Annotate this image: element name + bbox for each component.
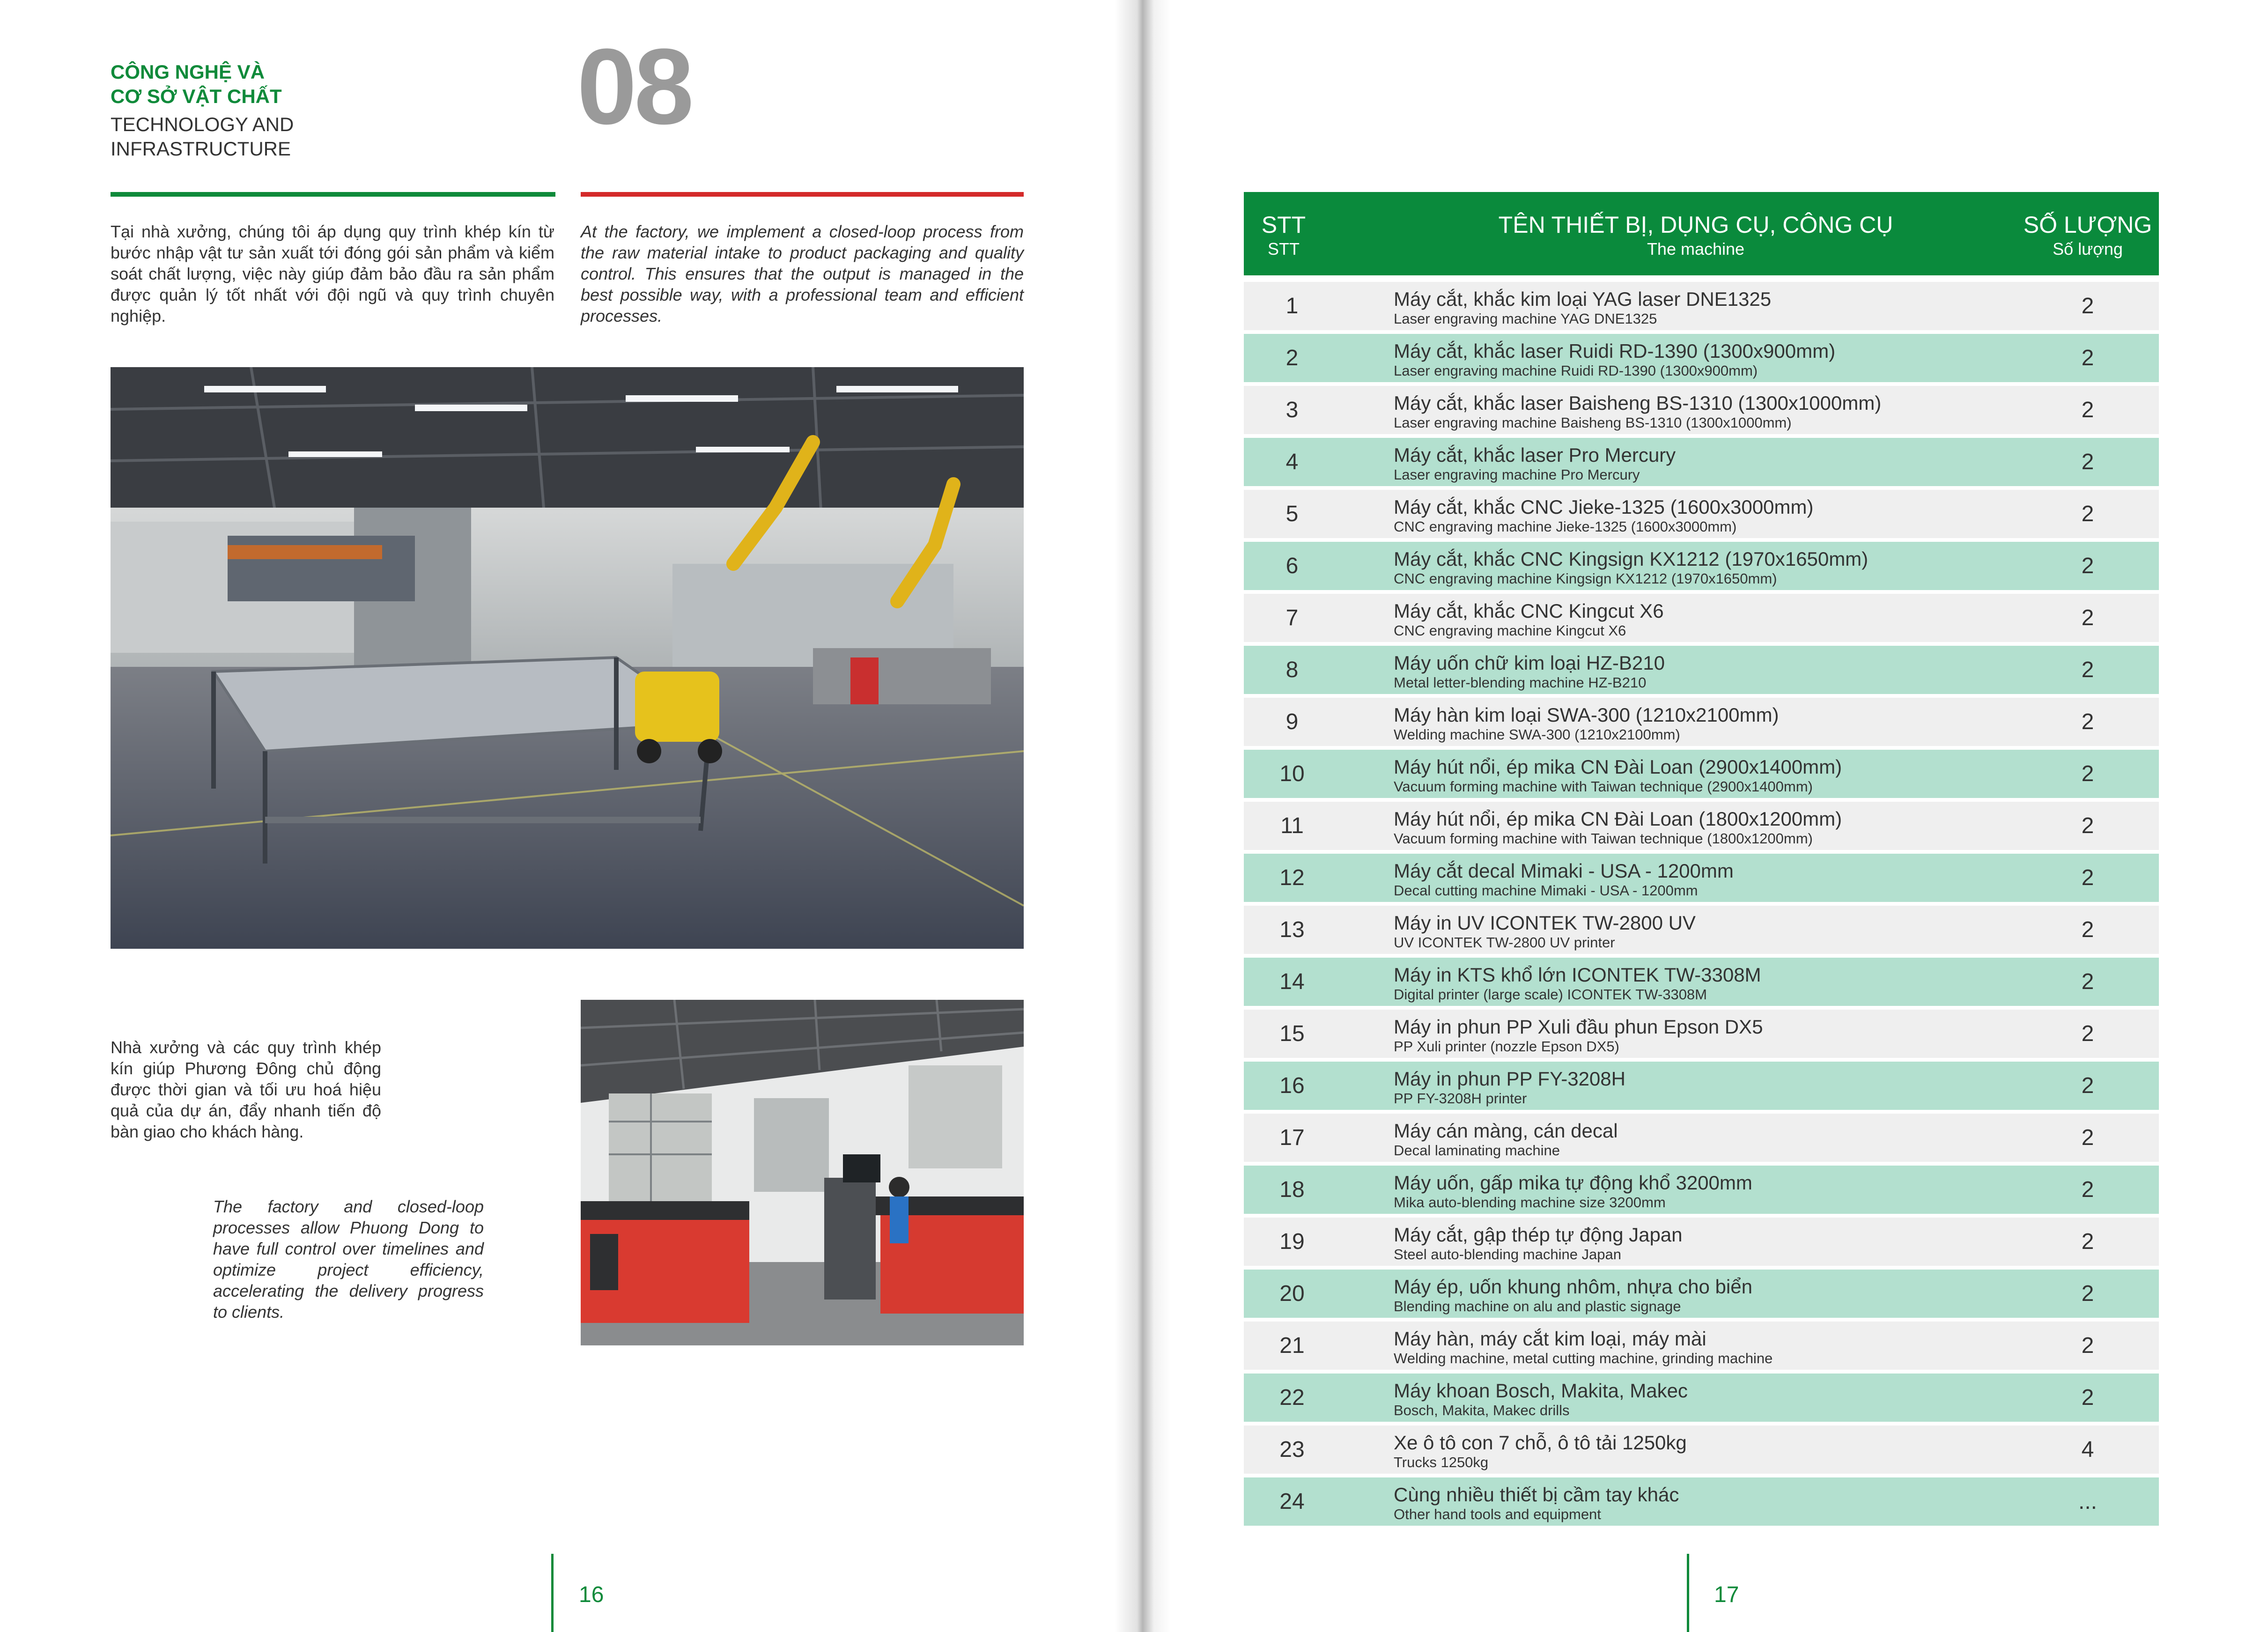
- table-row: [1244, 1270, 2159, 1318]
- equipment-table: [1244, 192, 2159, 1526]
- table-row: [1244, 906, 2159, 954]
- table-header: [1244, 192, 2159, 275]
- row-quantity: 2: [2081, 398, 2094, 422]
- table-row: [1244, 750, 2159, 798]
- table-row: [1244, 1477, 2159, 1526]
- header-stt-label: STT: [1261, 212, 1306, 238]
- machine-name-en: Digital printer (large scale) ICONTEK TW-3308M: [1394, 986, 1707, 1003]
- row-quantity: 2: [2081, 554, 2094, 578]
- page-rule-right: [1687, 1554, 1689, 1632]
- row-number: 13: [1279, 917, 1305, 942]
- header-machine-label: TÊN THIẾT BỊ, DỤNG CỤ, CÔNG CỤ: [1498, 212, 1893, 238]
- row-number: 21: [1279, 1333, 1305, 1358]
- table-row: [1244, 1114, 2159, 1162]
- table-row: [1244, 1062, 2159, 1110]
- machine-name-vn: Máy in phun PP Xuli đầu phun Epson DX5: [1394, 1016, 1763, 1038]
- machine-name-en: Blending machine on alu and plastic signage: [1394, 1298, 1681, 1314]
- row-quantity: 2: [2081, 813, 2094, 838]
- red-divider: [581, 192, 1024, 197]
- row-number: 7: [1285, 606, 1299, 630]
- row-machine-name: [1394, 599, 2017, 639]
- row-quantity: 2: [2081, 969, 2094, 994]
- page-rule-left: [551, 1554, 554, 1632]
- header-stt-sublabel: STT: [1268, 239, 1300, 258]
- table-row: [1244, 490, 2159, 538]
- table-row: [1244, 698, 2159, 746]
- row-machine-name: [1394, 1275, 2017, 1314]
- row-number: 6: [1285, 554, 1299, 578]
- note-text-en: The factory and closed-loop processes allow Phuong Dong to have full control over timelines and optimize project efficiency, accelerating the delivery progress to clients.: [213, 1197, 484, 1322]
- row-number: 3: [1285, 398, 1299, 422]
- machine-name-en: UV ICONTEK TW-2800 UV printer: [1394, 934, 1615, 951]
- machine-name-vn: Máy hàn kim loại SWA-300 (1210x2100mm): [1394, 704, 1779, 726]
- row-machine-name: [1394, 807, 2017, 847]
- row-machine-name: [1394, 963, 2017, 1003]
- row-machine-name: [1394, 651, 2017, 691]
- header-machine: [1384, 211, 2007, 259]
- row-number: 24: [1279, 1489, 1305, 1514]
- table-row: [1244, 1010, 2159, 1058]
- row-number: 4: [1285, 450, 1299, 474]
- machine-name-en: Trucks 1250kg: [1394, 1454, 1489, 1470]
- machine-name-vn: Máy in UV ICONTEK TW-2800 UV: [1394, 912, 1696, 934]
- machine-name-en: Vacuum forming machine with Taiwan technique (2900x1400mm): [1394, 778, 1813, 795]
- row-number: 2: [1285, 346, 1299, 370]
- section-title-vn: [111, 60, 282, 109]
- machine-name-en: CNC engraving machine Jieke-1325 (1600x3000mm): [1394, 518, 1737, 535]
- table-row: [1244, 1166, 2159, 1214]
- row-machine-name: [1394, 547, 2017, 587]
- section-title-en: [111, 112, 294, 161]
- machine-name-vn: Máy cắt decal Mimaki - USA - 1200mm: [1394, 860, 1734, 882]
- machine-name-vn: Máy hút nổi, ép mika CN Đài Loan (1800x1200mm): [1394, 808, 1842, 830]
- machine-name-vn: Máy cắt, gập thép tự động Japan: [1394, 1224, 1683, 1246]
- table-row: [1244, 802, 2159, 850]
- machine-name-en: Laser engraving machine Baisheng BS-1310 (1300x1000mm): [1394, 414, 1792, 431]
- row-quantity: 2: [2081, 450, 2094, 474]
- row-number: 18: [1279, 1177, 1305, 1202]
- table-row: [1244, 282, 2159, 330]
- section-title-en-line1: TECHNOLOGY AND: [111, 113, 294, 135]
- row-number: 11: [1280, 813, 1304, 838]
- row-number: 16: [1279, 1073, 1305, 1098]
- row-machine-name: [1394, 911, 2017, 951]
- row-number: 14: [1279, 969, 1305, 994]
- header-quantity-sublabel: Số lượng: [2053, 239, 2123, 258]
- table-row: [1244, 334, 2159, 382]
- row-number: 5: [1285, 502, 1299, 526]
- table-row: [1244, 542, 2159, 590]
- intro-text-vn: Tại nhà xưởng, chúng tôi áp dụng quy trình khép kín từ bước nhập vật tư sản xuất tới đóng gói sản phẩm và kiểm soát chất lượng, việc này giúp đảm bảo đầu ra sản phẩm được quản lý tốt nhất với đội ngũ và quy trình chuyên nghiệp.: [111, 222, 554, 325]
- machine-name-vn: Máy cắt, khắc CNC Kingsign KX1212 (1970x1650mm): [1394, 548, 1869, 570]
- green-divider: [111, 192, 555, 197]
- section-title-vn-line2: CƠ SỞ VẬT CHẤT: [111, 85, 282, 107]
- row-quantity: 2: [2081, 1125, 2094, 1150]
- table-row: [1244, 854, 2159, 902]
- machine-name-vn: Máy cắt, khắc CNC Jieke-1325 (1600x3000mm): [1394, 496, 1814, 518]
- machine-name-vn: Xe ô tô con 7 chỗ, ô tô tải 1250kg: [1394, 1432, 1687, 1454]
- machine-name-vn: Máy uốn, gấp mika tự động khổ 3200mm: [1394, 1172, 1752, 1194]
- machine-name-en: Laser engraving machine Pro Mercury: [1394, 466, 1640, 483]
- header-stt: [1244, 211, 1323, 259]
- row-number: 23: [1279, 1437, 1305, 1462]
- row-machine-name: [1394, 1067, 2017, 1107]
- row-machine-name: [1394, 859, 2017, 899]
- book-spine-shadow: [1115, 0, 1171, 1632]
- machine-name-vn: Máy in KTS khổ lớn ICONTEK TW-3308M: [1394, 964, 1761, 986]
- row-number: 20: [1279, 1281, 1305, 1306]
- table-row: [1244, 438, 2159, 486]
- row-quantity: 2: [2081, 1281, 2094, 1306]
- machine-name-vn: Máy hút nổi, ép mika CN Đài Loan (2900x1400mm): [1394, 756, 1842, 778]
- row-machine-name: [1394, 340, 2017, 379]
- row-machine-name: [1394, 1431, 2017, 1470]
- table-row: [1244, 958, 2159, 1006]
- row-quantity: 2: [2081, 1385, 2094, 1410]
- machine-name-en: Decal cutting machine Mimaki - USA - 1200mm: [1394, 882, 1698, 899]
- table-row: [1244, 1425, 2159, 1474]
- machine-name-vn: Máy in phun PP FY-3208H: [1394, 1068, 1625, 1090]
- row-quantity: 2: [2081, 657, 2094, 682]
- row-number: 9: [1285, 709, 1299, 734]
- row-machine-name: [1394, 1171, 2017, 1211]
- row-machine-name: [1394, 1223, 2017, 1263]
- table-row: [1244, 646, 2159, 694]
- machine-name-vn: Máy cắt, khắc CNC Kingcut X6: [1394, 600, 1664, 622]
- machine-name-vn: Máy cắt, khắc laser Baisheng BS-1310 (1300x1000mm): [1394, 392, 1882, 414]
- row-machine-name: [1394, 703, 2017, 743]
- row-quantity: 2: [2081, 865, 2094, 890]
- machine-name-en: PP FY-3208H printer: [1394, 1090, 1527, 1107]
- intro-text-en: At the factory, we implement a closed-loop process from the raw material intake to product packaging and quality control. This ensures that the output is managed in the best possible way, with a professional team and efficient processes.: [581, 222, 1024, 325]
- row-number: 10: [1279, 761, 1305, 786]
- machine-name-en: PP Xuli printer (nozzle Epson DX5): [1394, 1038, 1619, 1055]
- row-quantity: 2: [2081, 709, 2094, 734]
- table-row: [1244, 386, 2159, 434]
- machine-name-en: Welding machine, metal cutting machine, grinding machine: [1394, 1350, 1773, 1366]
- note-text-vn: Nhà xưởng và các quy trình khép kín giúp Phương Đông chủ động được thời gian và tối ưu hoá hiệu quả của dự án, đẩy nhanh tiến độ bàn giao cho khách hàng.: [111, 1038, 381, 1141]
- table-row: [1244, 1322, 2159, 1370]
- row-quantity: 2: [2081, 1177, 2094, 1202]
- row-quantity: ...: [2078, 1489, 2097, 1514]
- row-quantity: 2: [2081, 346, 2094, 370]
- machine-name-en: Mika auto-blending machine size 3200mm: [1394, 1194, 1666, 1211]
- header-machine-sublabel: The machine: [1647, 239, 1745, 258]
- row-machine-name: [1394, 495, 2017, 535]
- row-machine-name: [1394, 1379, 2017, 1418]
- machine-name-vn: Máy khoan Bosch, Makita, Makec: [1394, 1380, 1688, 1402]
- row-quantity: 2: [2081, 917, 2094, 942]
- header-quantity-label: SỐ LƯỢNG: [2023, 212, 2152, 238]
- row-machine-name: [1394, 1327, 2017, 1366]
- chapter-number: 08: [577, 26, 691, 147]
- section-title-vn-line1: CÔNG NGHỆ VÀ: [111, 61, 265, 83]
- machine-name-en: Laser engraving machine Ruidi RD-1390 (1300x900mm): [1394, 362, 1758, 379]
- table-row: [1244, 1374, 2159, 1422]
- row-number: 1: [1285, 294, 1299, 318]
- row-quantity: 2: [2081, 761, 2094, 786]
- machine-name-en: Other hand tools and equipment: [1394, 1506, 1601, 1522]
- machine-name-vn: Máy ép, uốn khung nhôm, nhựa cho biển: [1394, 1276, 1752, 1298]
- row-quantity: 2: [2081, 294, 2094, 318]
- machine-name-en: Vacuum forming machine with Taiwan technique (1800x1200mm): [1394, 830, 1813, 847]
- table-row: [1244, 594, 2159, 642]
- row-machine-name: [1394, 443, 2017, 483]
- machine-name-en: Laser engraving machine YAG DNE1325: [1394, 310, 1657, 327]
- machine-name-vn: Máy cán màng, cán decal: [1394, 1120, 1618, 1142]
- machine-name-en: CNC engraving machine Kingsign KX1212 (1970x1650mm): [1394, 570, 1777, 587]
- row-quantity: 4: [2081, 1437, 2094, 1462]
- page-number-left: 16: [579, 1582, 604, 1607]
- row-machine-name: [1394, 288, 2017, 327]
- row-quantity: 2: [2081, 1021, 2094, 1046]
- machine-name-vn: Máy cắt, khắc laser Pro Mercury: [1394, 444, 1676, 466]
- machine-name-vn: Máy hàn, máy cắt kim loại, máy mài: [1394, 1328, 1707, 1350]
- row-number: 12: [1279, 865, 1305, 890]
- row-quantity: 2: [2081, 502, 2094, 526]
- machine-name-en: Metal letter-blending machine HZ-B210: [1394, 674, 1647, 691]
- page-number-right: 17: [1714, 1582, 1739, 1607]
- row-quantity: 2: [2081, 1073, 2094, 1098]
- row-number: 15: [1279, 1021, 1305, 1046]
- machine-name-vn: Máy uốn chữ kim loại HZ-B210: [1394, 652, 1665, 674]
- machine-name-vn: Cùng nhiều thiết bị cầm tay khác: [1394, 1484, 1679, 1506]
- machine-name-en: CNC engraving machine Kingcut X6: [1394, 622, 1626, 639]
- header-quantity: [2017, 211, 2159, 259]
- row-number: 17: [1279, 1125, 1305, 1150]
- row-machine-name: [1394, 1015, 2017, 1055]
- table-row: [1244, 1218, 2159, 1266]
- row-quantity: 2: [2081, 606, 2094, 630]
- row-quantity: 2: [2081, 1333, 2094, 1358]
- row-machine-name: [1394, 391, 2017, 431]
- row-quantity: 2: [2081, 1229, 2094, 1254]
- row-machine-name: [1394, 1119, 2017, 1159]
- row-number: 8: [1285, 657, 1299, 682]
- row-machine-name: [1394, 755, 2017, 795]
- machine-name-en: Decal laminating machine: [1394, 1142, 1560, 1159]
- row-number: 22: [1279, 1385, 1305, 1410]
- machine-name-vn: Máy cắt, khắc laser Ruidi RD-1390 (1300x900mm): [1394, 340, 1836, 362]
- row-machine-name: [1394, 1483, 2017, 1522]
- machine-name-en: Bosch, Makita, Makec drills: [1394, 1402, 1570, 1418]
- row-number: 19: [1279, 1229, 1305, 1254]
- machine-name-en: Welding machine SWA-300 (1210x2100mm): [1394, 726, 1680, 743]
- factory-floor-photo: [111, 367, 1024, 949]
- section-title-en-line2: INFRASTRUCTURE: [111, 138, 291, 160]
- laser-room-photo: [581, 1000, 1024, 1345]
- machine-name-en: Steel auto-blending machine Japan: [1394, 1246, 1622, 1263]
- machine-name-vn: Máy cắt, khắc kim loại YAG laser DNE1325: [1394, 288, 1772, 310]
- table-body: [1244, 282, 2159, 1526]
